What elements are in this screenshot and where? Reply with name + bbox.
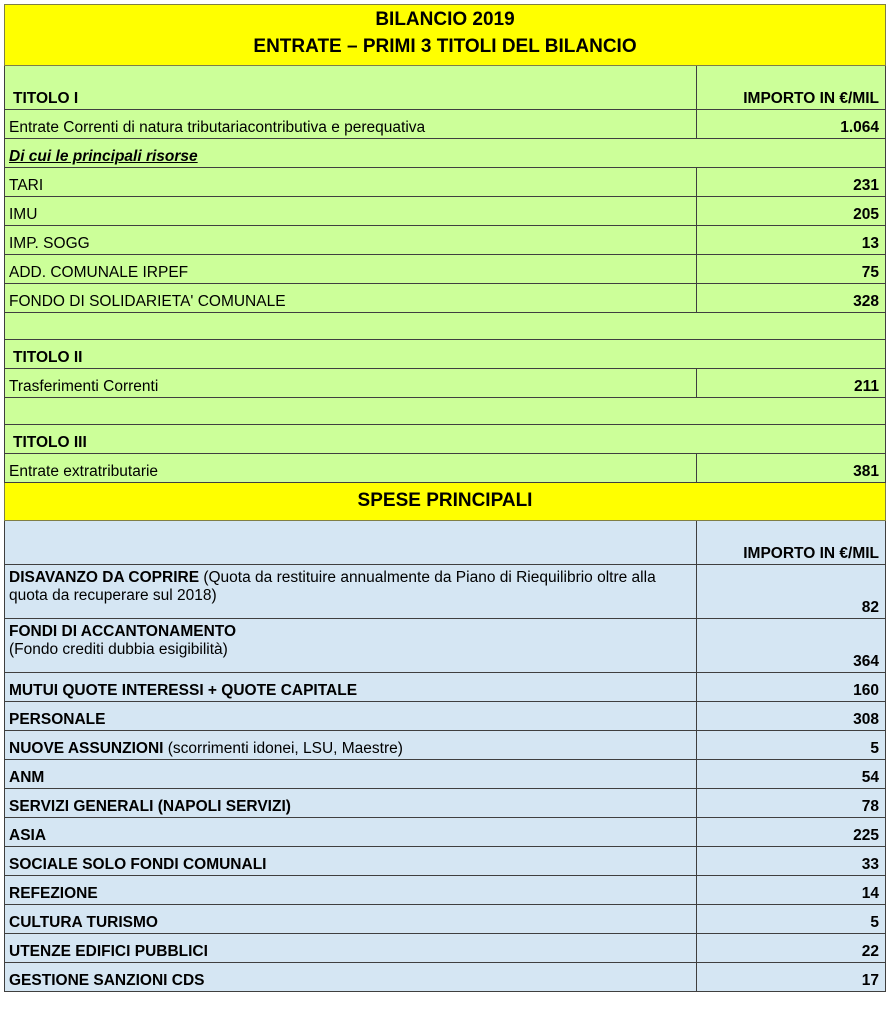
row-amount: 205 <box>697 196 886 225</box>
spese-amount-header: IMPORTO IN €/MIL <box>697 520 886 564</box>
row-label-bold: SOCIALE SOLO FONDI COMUNALI <box>9 856 267 873</box>
row-amount: 328 <box>697 283 886 312</box>
row-amount: 13 <box>697 225 886 254</box>
row-label: IMU <box>5 196 697 225</box>
table-row <box>5 283 886 312</box>
titolo2-header-row <box>5 339 886 368</box>
row-amount: 54 <box>697 759 886 788</box>
risorse-subheader-text: Di cui le principali risorse <box>9 148 198 165</box>
row-label: FONDO DI SOLIDARIETA' COMUNALE <box>5 283 697 312</box>
row-label: Entrate extratributarie <box>5 453 697 482</box>
row-amount: 82 <box>697 564 886 618</box>
row-amount: 225 <box>697 817 886 846</box>
table-row <box>5 167 886 196</box>
spese-banner-row <box>5 482 886 520</box>
row-label <box>5 701 697 730</box>
risorse-subheader-row <box>5 138 886 167</box>
table-row <box>5 730 886 759</box>
row-label <box>5 817 697 846</box>
table-row <box>5 933 886 962</box>
titolo1-header-row <box>5 65 886 109</box>
row-label <box>5 904 697 933</box>
row-label-bold: ANM <box>9 769 45 786</box>
main-banner-cell <box>5 5 886 66</box>
row-amount: 33 <box>697 846 886 875</box>
row-label-rest: (Fondo crediti dubbia esigibilità) <box>9 641 228 659</box>
row-label-bold: FONDI DI ACCANTONAMENTO <box>9 622 237 640</box>
row-label: ADD. COMUNALE IRPEF <box>5 254 697 283</box>
table-row <box>5 672 886 701</box>
row-label: Entrate Correnti di natura tributariacontributiva e perequativa <box>5 109 697 138</box>
row-amount: 308 <box>697 701 886 730</box>
banner-line-2: ENTRATE – PRIMI 3 TITOLI DEL BILANCIO <box>253 35 637 57</box>
row-amount: 14 <box>697 875 886 904</box>
titolo3-header-row <box>5 424 886 453</box>
row-label <box>5 875 697 904</box>
row-amount: 22 <box>697 933 886 962</box>
row-amount: 211 <box>697 368 886 397</box>
table-row <box>5 759 886 788</box>
row-label <box>5 759 697 788</box>
spese-header-blank <box>5 520 697 564</box>
row-label <box>5 846 697 875</box>
row-amount: 78 <box>697 788 886 817</box>
row-amount: 364 <box>697 618 886 672</box>
row-label-bold: REFEZIONE <box>9 885 98 902</box>
titolo3-label: TITOLO III <box>5 424 886 453</box>
row-label <box>5 564 697 618</box>
spacer-row <box>5 312 886 339</box>
row-label-rest: (scorrimenti idonei, LSU, Maestre) <box>163 740 403 757</box>
row-amount: 1.064 <box>697 109 886 138</box>
row-label <box>5 933 697 962</box>
table-row <box>5 788 886 817</box>
row-label <box>5 672 697 701</box>
table-row <box>5 618 886 672</box>
row-label-bold: GESTIONE SANZIONI CDS <box>9 972 205 989</box>
row-label <box>5 962 697 991</box>
row-label <box>5 788 697 817</box>
row-amount: 5 <box>697 904 886 933</box>
titolo1-label: TITOLO I <box>5 65 697 109</box>
row-label: TARI <box>5 167 697 196</box>
row-label-bold: SERVIZI GENERALI (NAPOLI SERVIZI) <box>9 798 291 815</box>
row-label-bold: NUOVE ASSUNZIONI <box>9 740 164 757</box>
table-row <box>5 875 886 904</box>
table-row <box>5 196 886 225</box>
table-row <box>5 109 886 138</box>
table-row <box>5 453 886 482</box>
row-label: Trasferimenti Correnti <box>5 368 697 397</box>
table-row <box>5 254 886 283</box>
row-amount: 381 <box>697 453 886 482</box>
table-row <box>5 817 886 846</box>
table-row <box>5 564 886 618</box>
row-amount: 17 <box>697 962 886 991</box>
spese-header-row <box>5 520 886 564</box>
table-row <box>5 962 886 991</box>
spese-banner: SPESE PRINCIPALI <box>5 482 886 520</box>
table-row <box>5 846 886 875</box>
row-amount: 231 <box>697 167 886 196</box>
row-label-rest: (Quota da restituire annualmente da Piano di Riequilibrio oltre alla quota da recuperare sul 2018) <box>9 568 656 605</box>
row-label-bold: DISAVANZO DA COPRIRE <box>9 568 200 586</box>
spacer-cell <box>5 312 886 339</box>
row-amount: 160 <box>697 672 886 701</box>
row-label: IMP. SOGG <box>5 225 697 254</box>
titolo2-label: TITOLO II <box>5 339 886 368</box>
table-row <box>5 225 886 254</box>
row-label-bold: ASIA <box>9 827 47 844</box>
banner-line-1: BILANCIO 2019 <box>375 9 515 30</box>
row-label <box>5 730 697 759</box>
risorse-subheader <box>5 138 886 167</box>
table-row <box>5 701 886 730</box>
spacer-row <box>5 397 886 424</box>
row-label-bold: MUTUI QUOTE INTERESSI + QUOTE CAPITALE <box>9 682 358 699</box>
row-label-bold: UTENZE EDIFICI PUBBLICI <box>9 943 208 960</box>
entrate-amount-header: IMPORTO IN €/MIL <box>697 65 886 109</box>
table-row <box>5 904 886 933</box>
budget-table <box>4 4 886 992</box>
row-label-bold: CULTURA TURISMO <box>9 914 158 931</box>
main-banner-row <box>5 5 886 66</box>
row-label-bold: PERSONALE <box>9 711 106 728</box>
row-label <box>5 618 697 672</box>
row-amount: 75 <box>697 254 886 283</box>
row-amount: 5 <box>697 730 886 759</box>
spacer-cell <box>5 397 886 424</box>
table-row <box>5 368 886 397</box>
